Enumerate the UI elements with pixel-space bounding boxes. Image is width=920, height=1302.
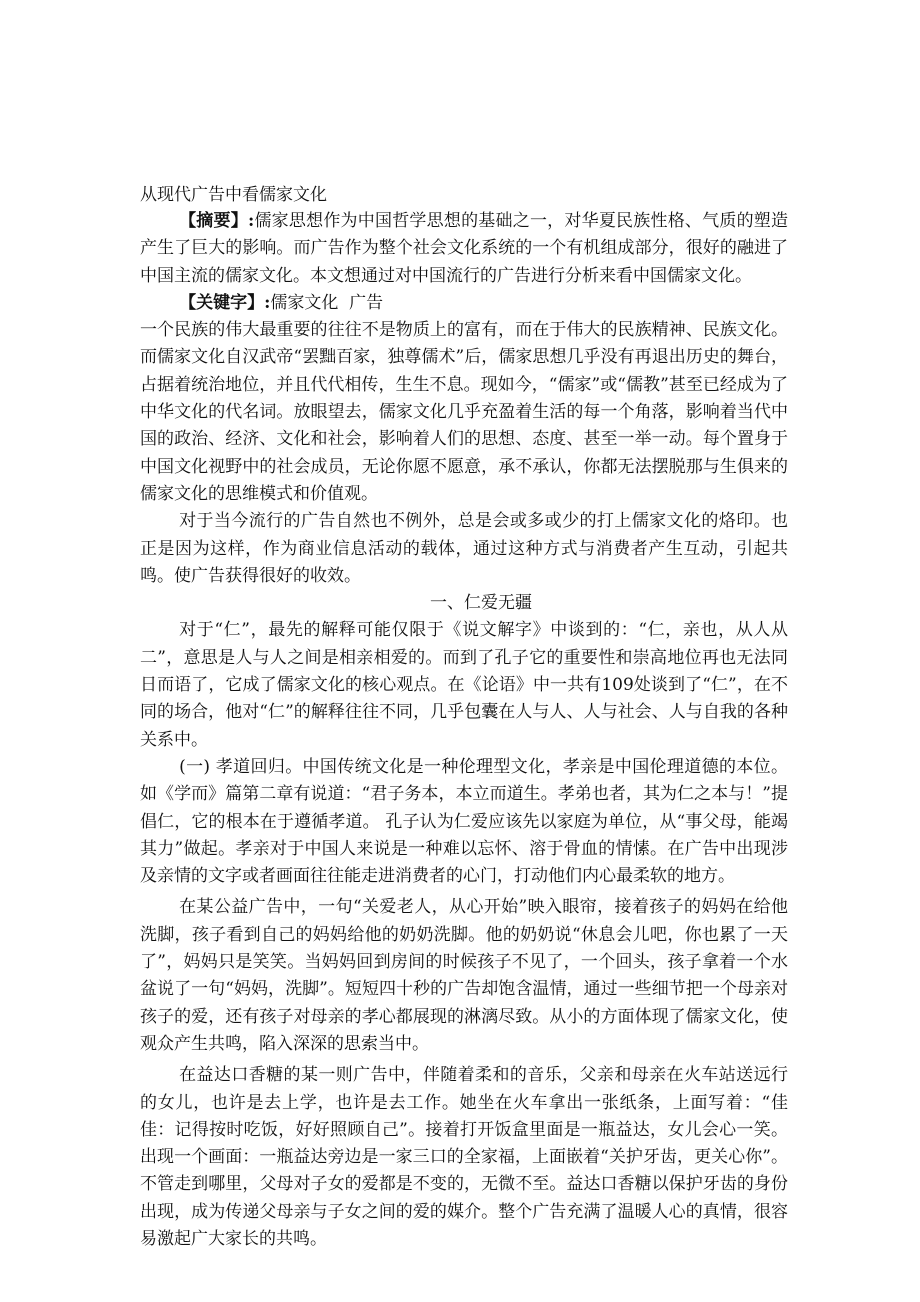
document-title: 从现代广告中看儒家文化	[140, 185, 327, 205]
public-ad-paragraph: 在某公益广告中，一句“关爱老人，从心开始”映入眼帘，接着孩子的妈妈在给他洗脚，孩子看到自己的妈妈给他的奶奶洗脚。他的奶奶说“休息会儿吧，你也累了一天了”，妈妈只是笑笑。当妈妈回到房间的时候孩子不见了，一个回头，孩子拿着一个水盆说了一句“妈妈，洗脚”。短短四十秒的广告却饱含温情，通过一些细节把一个母亲对孩子的爱，还有孩子对母亲的孝心都展现的淋漓尽致。从小的方面体现了儒家文化，使观众产生共鸣，陷入深深的思索当中。	[140, 897, 788, 1054]
keywords-paragraph	[140, 290, 788, 317]
subsection-filial-paragraph: (一) 孝道回归。中国传统文化是一种伦理型文化，孝亲是中国伦理道德的本位。如《学而》篇第二章有说道：“君子务本，本立而道生。孝弟也者，其为仁之本与！”提倡仁，它的根本在于遵循孝道。 孔子认为仁爱应该先以家庭为单位，从“事父母，能竭其力”做起。孝亲对于中国人来说是一种难以忘怀、溶于骨血的情愫。在广告中出现涉及亲情的文字或者画面往往能走进消费者的心门，打动他们内心最柔软的地方。	[140, 756, 788, 887]
keywords-label: 【关键字】	[179, 292, 265, 313]
abstract-label: 【摘要】	[179, 211, 248, 231]
yida-ad-paragraph: 在益达口香糖的某一则广告中，伴随着柔和的音乐，父亲和母亲在火车站送远行的女儿，也许是去上学，也许是去工作。她坐在火车拿出一张纸条，上面写着：“佳佳：记得按时吃饭，好好照顾自己”。接着打开饭盒里面是一瓶益达，女儿会心一笑。出现一个画面：一瓶益达旁边是一家三口的全家福，上面嵌着“关护牙齿，更关心你”。不管走到哪里，父母对子女的爱都是不变的，无微不至。益达口香糖以保护牙齿的身份出现，成为传递父母亲与子女之间的爱的媒介。整个广告充满了温暖人心的真情，很容易激起广大家长的共鸣。	[140, 1065, 788, 1249]
section-heading: 一、仁爱无疆	[430, 593, 532, 614]
section-intro-paragraph: 对于“仁”，最先的解释可能仅限于《说文解字》中谈到的：“仁，亲也，从人从二”，意思是人与人之间是相亲相爱的。而到了孔子它的重要性和崇高地位再也无法同日而语了，它成了儒家文化的核心观点。在《论语》中一共有109处谈到了“仁”，在不同的场合，他对“仁”的解释往往不同，几乎包囊在人与人、人与社会、人与自我的各种关系中。	[140, 620, 788, 750]
abstract-colon: :	[247, 211, 255, 231]
body-paragraph-1: 一个民族的伟大最重要的往往不是物质上的富有，而在于伟大的民族精神、民族文化。而儒家文化自汉武帝“罢黜百家，独尊儒术”后，儒家思想几乎没有再退出历史的舞台，占据着统治地位，并且代代相传，生生不息。现如今，“儒家”或“儒教”甚至已经成为了中华文化的代名词。放眼望去，儒家文化几乎充盈着生活的每一个角落，影响着当代中国的政治、经济、文化和社会，影响着人们的思想、态度、甚至一举一动。每个置身于中国文化视野中的社会成员，无论你愿不愿意，承不承认，你都无法摆脱那与生俱来的儒家文化的思维模式和价值观。	[140, 320, 788, 504]
document-page	[140, 182, 788, 1253]
body-paragraph-2: 对于当今流行的广告自然也不例外，总是会或多或少的打上儒家文化的烙印。也正是因为这样，作为商业信息活动的载体，通过这种方式与消费者产生互动，引起共鸣。使广告获得很好的收效。	[140, 511, 788, 586]
abstract-paragraph	[140, 208, 788, 290]
keywords-text: 儒家文化 广告	[270, 292, 384, 313]
abstract-text: 儒家思想作为中国哲学思想的基础之一，对华夏民族性格、气质的塑造产生了巨大的影响。而广告作为整个社会文化系统的一个有机组成部分，很好的融进了中国主流的儒家文化。本文想通过对中国流行的广告进行分析来看中国儒家文化。	[140, 211, 789, 286]
keywords-colon: :	[264, 292, 271, 313]
